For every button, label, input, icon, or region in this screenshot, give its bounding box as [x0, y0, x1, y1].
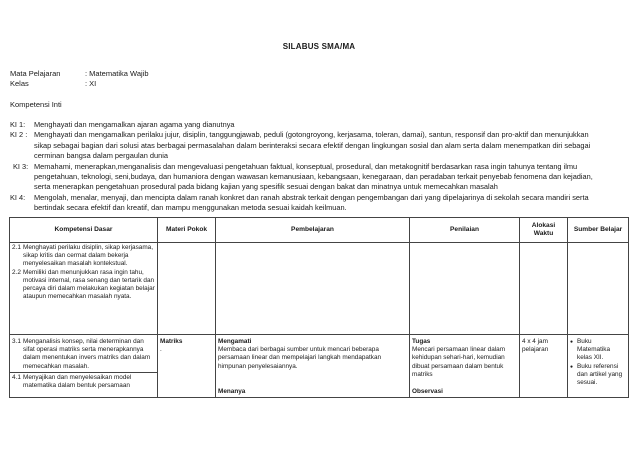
header-kompetensi-dasar: Kompetensi Dasar: [10, 218, 158, 243]
sumber-list: [570, 338, 626, 387]
meta-class: [10, 79, 96, 89]
header-alokasi-waktu: Alokasi Waktu: [520, 218, 568, 243]
kd-number: 3.1: [12, 338, 21, 345]
kd-text: Menganalisis konsep, nilai determinan dan sifat operasi matriks serta menerapkannya dalam menentukan invers matriks dan dalam memecahkan masalah.: [23, 338, 151, 370]
observasi-heading: Observasi: [412, 388, 443, 396]
kd-cell: [10, 335, 158, 398]
meta-key: Mata Pelajaran: [10, 69, 61, 78]
kd-3-1: [10, 335, 157, 373]
mengamati-text: Membaca dari berbagai sumber untuk mencari beberapa persamaan linear dan mempelajari langkah mendapatkan himpunan penyelesaiannya.: [218, 346, 382, 370]
kd-cell: [10, 243, 158, 335]
materi-cell-empty: [158, 243, 216, 335]
meta-value: : XI: [85, 79, 97, 88]
ki-text: sikap sebagai bagian dari solusi atas berbagai permasalahan dalam berinteraksi secara efektif dengan lingkungan sosial dan alam serta dalam menempatkan diri sebagai: [34, 140, 591, 150]
ki-text: serta menerapkan pengetahuan prosedural pada bidang kajian yang spesifik sesuai dengan bakat dan minatnya untuk memecahkan masalah: [34, 182, 498, 192]
menanya-heading: Menanya: [218, 387, 246, 395]
header-penilaian: Penilaian: [410, 218, 520, 243]
kd-text: Menyajikan dan menyelesaikan model matematika dalam bentuk persamaan: [23, 373, 132, 390]
ki-label: KI 1:: [10, 120, 26, 129]
header-sumber-belajar: Sumber Belajar: [568, 218, 629, 243]
meta-subject: [10, 69, 149, 79]
kd-2-1: [12, 244, 155, 269]
kd-text: Memiliki dan menunjukkan rasa ingin tahu, motivasi internal, rasa senang dan tertarik dan percaya diri dalam melakukan kegiatan belajar ataupun memecahkan masalah nyata.: [23, 268, 155, 301]
kd-4-1: [10, 373, 157, 391]
table-row: [10, 335, 629, 398]
list-item: ● Buku Matematika kelas XII.: [570, 338, 626, 363]
kd-number: 2.1: [12, 244, 21, 251]
table-row: [10, 243, 629, 335]
materi-text: Matriks: [160, 338, 183, 345]
meta-value: : Matematika Wajib: [85, 69, 149, 78]
ki-text: cerminan bangsa dalam pergaulan dunia: [34, 151, 168, 161]
pembelajaran-cell: [216, 335, 410, 398]
list-item: ● Buku referensi dan artikel yang sesuai.: [570, 363, 626, 388]
penilaian-cell: [410, 335, 520, 398]
kd-text: Menghayati perilaku disiplin, sikap kerjasama, sikap kritis dan cermat dalam bekerja menyelesaikan masalah kontekstual.: [23, 244, 154, 268]
header-materi-pokok: Materi Pokok: [158, 218, 216, 243]
sumber-cell: [568, 335, 629, 398]
penilaian-cell-empty: [410, 243, 520, 335]
table-header-row: [10, 218, 629, 243]
alokasi-cell: [520, 335, 568, 398]
ki-2: [10, 130, 630, 161]
silabus-table: [9, 217, 629, 398]
ki-1: [10, 120, 630, 130]
pembelajaran-cell-empty: [216, 243, 410, 335]
ki-label: KI 4:: [10, 192, 26, 202]
ki-label: KI 3:: [13, 161, 29, 171]
kd-number: 2.2: [12, 268, 21, 276]
sumber-cell-empty: [568, 243, 629, 335]
ki-text: Menghayati dan mengamalkan ajaran agama yang dianutnya: [34, 120, 235, 129]
tugas-heading: Tugas: [412, 338, 431, 345]
ki-text: Memahami, menerapkan,menganalisis dan mengevaluasi pengetahuan faktual, konseptual, prosedural, dan metakognitif berdasarkan rasa ingin tahunya tentang ilmu: [34, 161, 578, 171]
header-pembelajaran: Pembelajaran: [216, 218, 410, 243]
kompetensi-inti-heading: Kompetensi Inti: [10, 100, 62, 109]
ki-4: [10, 193, 630, 214]
ki-3: [10, 162, 630, 193]
meta-key: Kelas: [10, 79, 29, 88]
kd-2-2: [12, 269, 155, 302]
ki-text: Mengolah, menalar, menyaji, dan mencipta dalam ranah konkret dan ranah abstrak terkait dengan pengembangan dari yang dipelajarinya di sekolah secara mandiri serta: [34, 192, 589, 202]
ki-text: pengetahuan, teknologi, seni,budaya, dan humaniora dengan wawasan kemanusiaan, kebangsaan, kenegaraan, dan peradaban terkait penyebab fenomena dan kejadian,: [34, 172, 593, 182]
ki-list: [10, 120, 630, 214]
materi-cell: [158, 335, 216, 398]
ki-text: bertindak secara efektif dan kreatif, dan mampu menggunakan metoda sesuai kaidah keilmuan.: [34, 203, 347, 213]
tugas-text: Mencari persamaan linear dalam kehidupan sehari-hari, kemudian dibuat persamaan dalam bentuk matriks: [412, 346, 506, 378]
alokasi-cell-empty: [520, 243, 568, 335]
ki-text: Menghayati dan mengamalkan perilaku jujur, disiplin, tanggungjawab, peduli (gotongroyong, kerjasama, toleran, damai), santun, responsif dan pro-aktif dan menunjukkan: [34, 130, 589, 140]
document-title: SILABUS SMA/MA: [282, 42, 356, 51]
kd-number: 4.1: [12, 373, 21, 381]
alokasi-text: 4 x 4 jam pelajaran: [522, 338, 549, 354]
mengamati-heading: Mengamati: [218, 338, 252, 345]
ki-label: KI 2 :: [10, 130, 28, 140]
materi-dot: .: [160, 346, 162, 354]
